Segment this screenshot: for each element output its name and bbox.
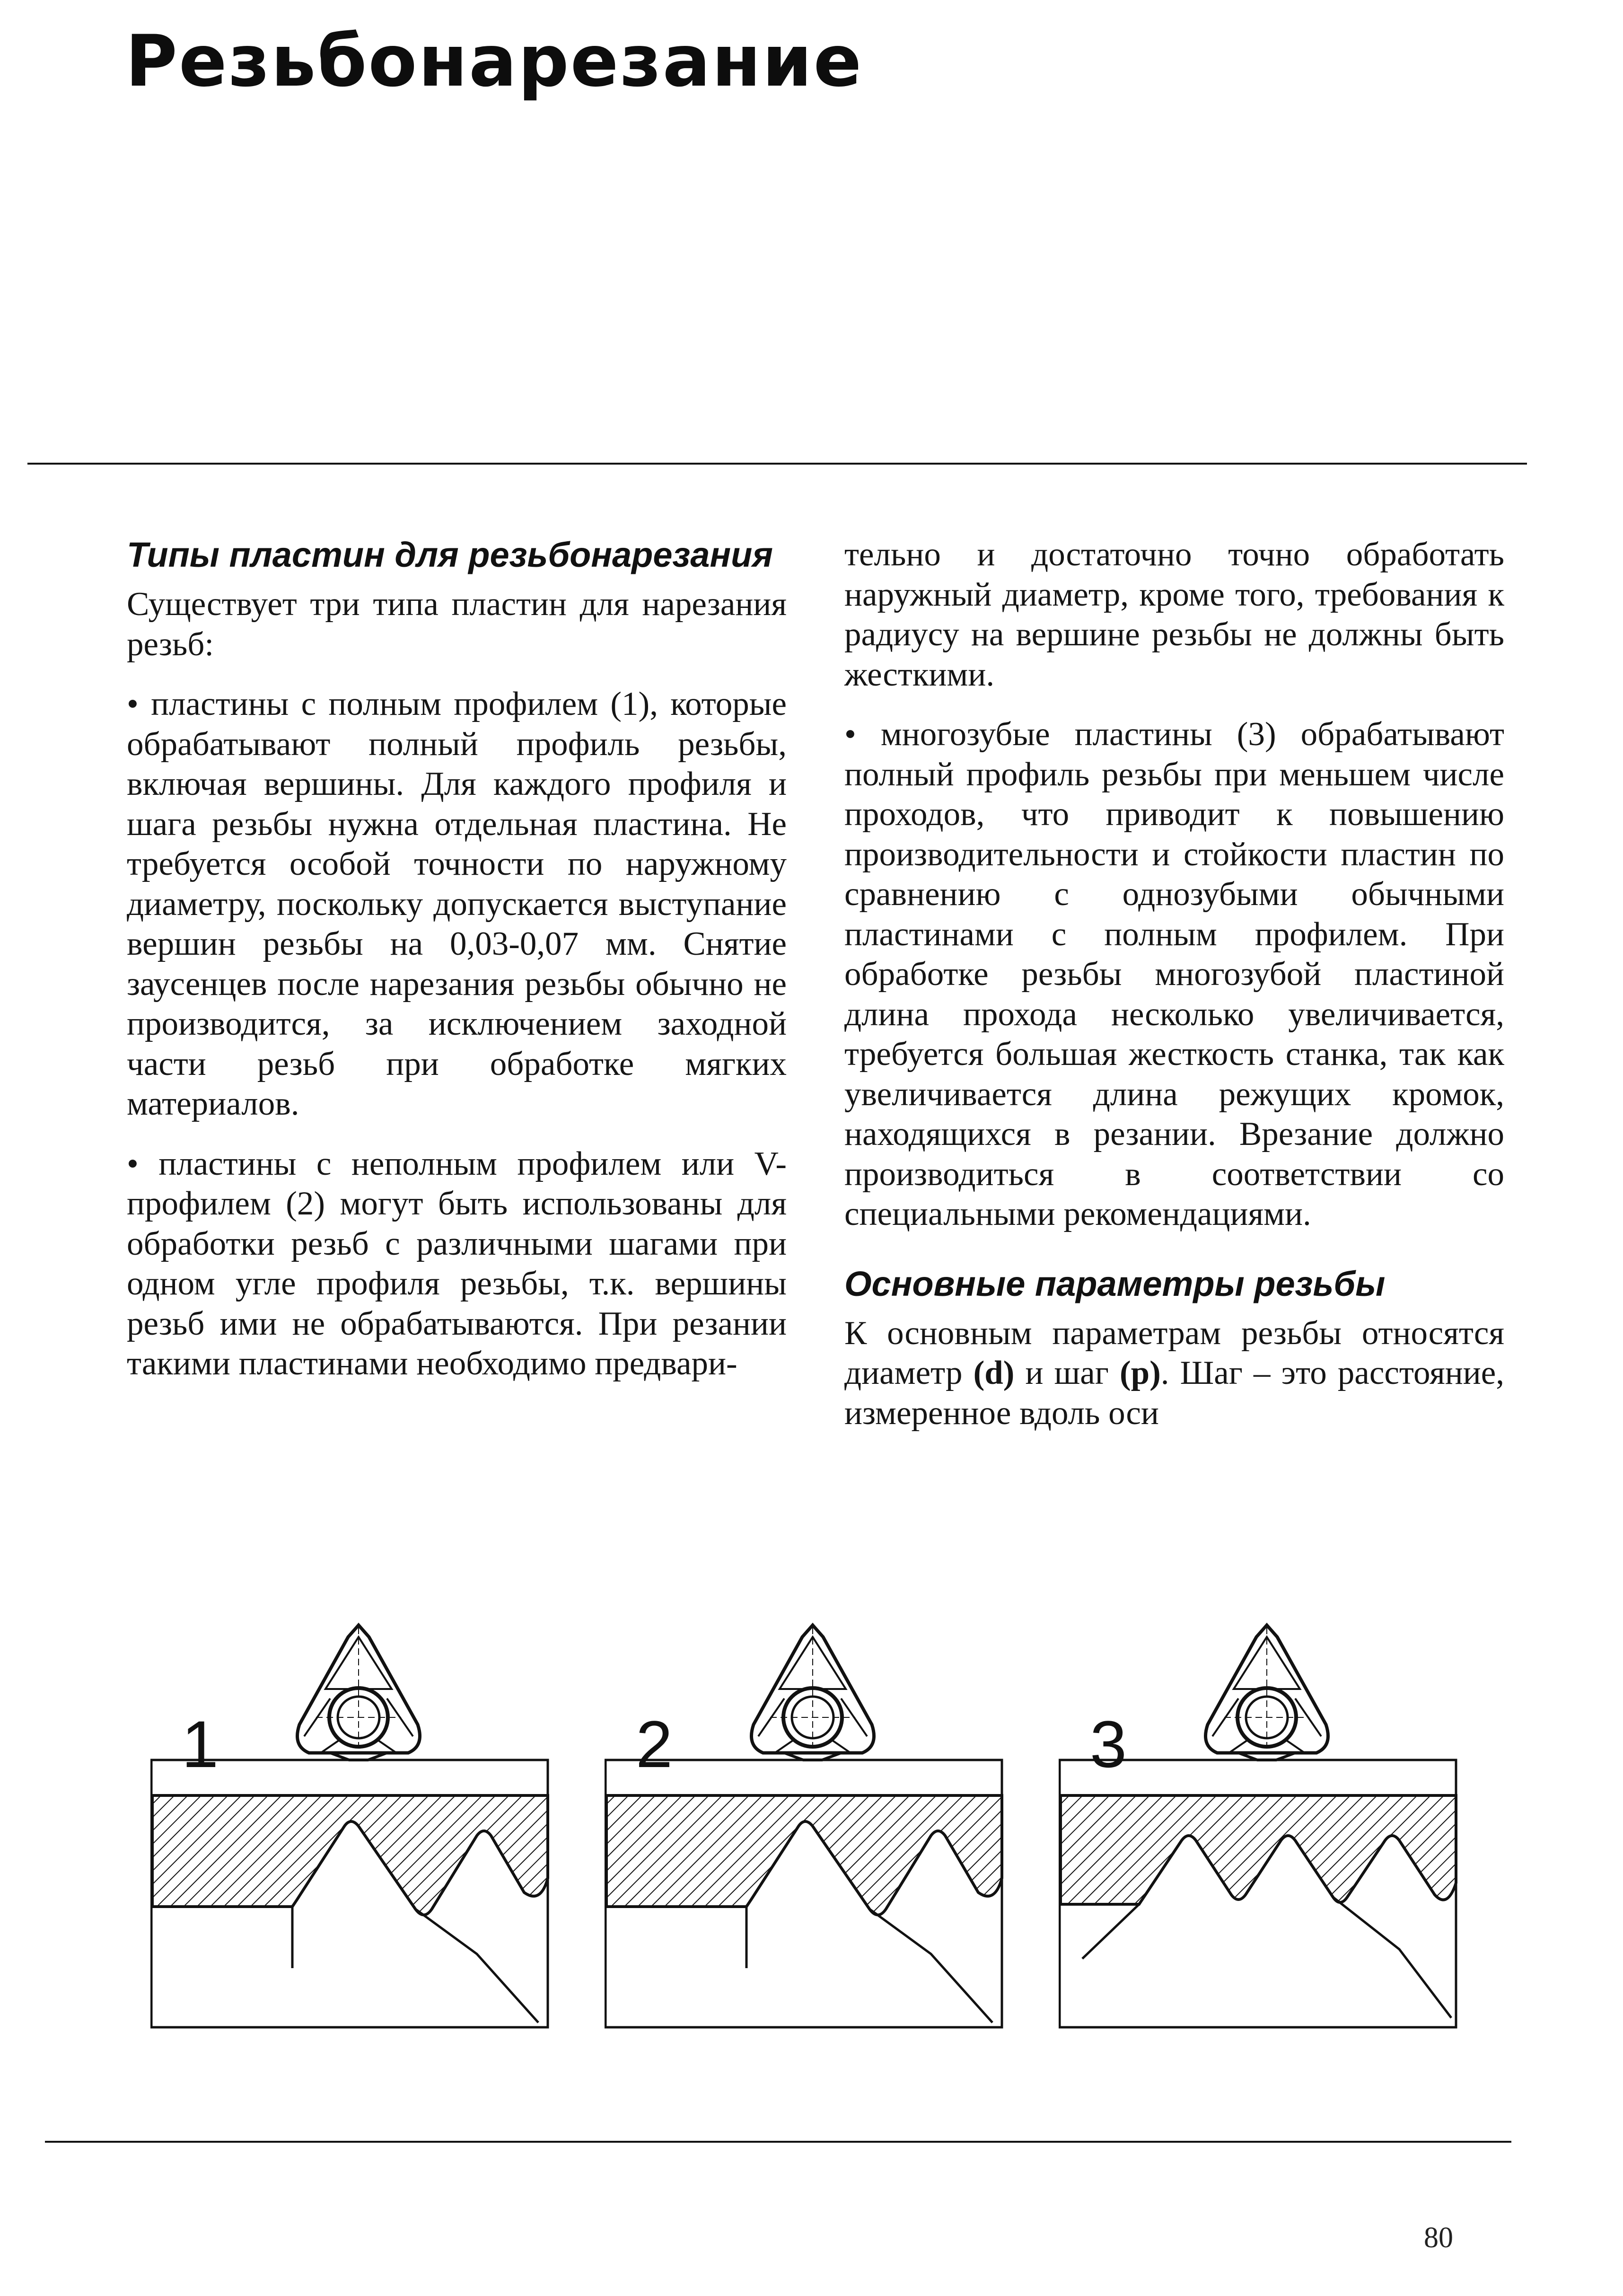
bullet-multi-tooth: • многозубые пластины (3) обрабатывают полный профиль резьбы при меньшем числе проходов, что приводит к повышению производительности и стойкости пластин по сравнению с однозубыми обычными пластинами с полным профилем. При обработке резьбы многозубой пластиной длина прохода несколько увеличивается, требуется большая жесткость станка, так как увеличивается длина режущих кромок, находящихся в резании. Врезание должно производиться в соответствии со специальными рекомендациями. <box>844 716 1504 1232</box>
intro-paragraph: Существует три типа пластин для нарезания резьб: <box>127 586 787 663</box>
threaded-workpiece <box>152 1795 548 1915</box>
right-column <box>844 535 1504 1453</box>
insert-profile-line <box>1333 1897 1451 2018</box>
params-pitch-symbol: (p) <box>1120 1355 1161 1392</box>
insert-profile-line <box>869 1909 992 2023</box>
params-text-2: и шаг <box>1014 1355 1120 1392</box>
insert-profile-line <box>415 1909 538 2023</box>
figure-multi-tooth-insert <box>1059 1618 1475 2030</box>
section-heading-insert-types: Типы пластин для резьбонарезания <box>127 535 773 574</box>
figure-v-profile-insert <box>605 1618 1021 2030</box>
figure-full-profile-insert <box>150 1618 567 2030</box>
thread-figure-svg <box>1059 1618 1475 2030</box>
thread-figure-svg <box>605 1618 1021 2030</box>
top-divider <box>27 463 1527 465</box>
left-column <box>127 535 787 1404</box>
section-heading-thread-parameters: Основные параметры резьбы <box>844 1264 1386 1303</box>
thread-insert <box>298 1625 420 1753</box>
params-text-3: . Шаг – это расстояние, измеренное вдоль оси <box>844 1355 1504 1432</box>
page-number: 80 <box>1424 2222 1453 2254</box>
thread-insert <box>752 1625 874 1753</box>
thread-figure-svg <box>150 1618 567 2030</box>
bullet-partial-profile: • пластины с неполным профилем или V-профилем (2) могут быть использованы для обработки резьб с различными шагами при одном угле профиля резьбы, т.к. вершины резьб ими не обрабатываются. При резании такими пластинами необходимо предвари- <box>127 1145 787 1382</box>
params-diameter-symbol: (d) <box>973 1355 1015 1392</box>
workpiece-step-line <box>1082 1904 1139 1959</box>
threaded-workpiece <box>606 1795 1002 1915</box>
parameters-paragraph <box>844 1313 1504 1434</box>
bottom-divider <box>45 2141 1511 2143</box>
threaded-workpiece <box>1061 1795 1456 1904</box>
bullet-partial-profile-continued: тельно и достаточно точно обработать наружный диаметр, кроме того, требования к радиусу на вершине резьбы не должны быть жесткими. <box>844 536 1504 693</box>
thread-insert <box>1206 1625 1328 1753</box>
page-title: Резьбонарезание <box>125 20 863 103</box>
figure-label: 2 <box>636 1707 673 1781</box>
bullet-full-profile: • пластины с полным профилем (1), которые обрабатывают полный профиль резьбы, включая вершины. Для каждого профиля и шага резьбы нужна отдельная пластина. Не требуется особой точности по наружному диаметру, поскольку допускается выступание вершин резьбы на 0,03-0,07 мм. Снятие заусенцев после нарезания резьбы обычно не производится, за исключением заходной части резьб при обработке мягких материалов. <box>127 686 787 1123</box>
figure-label: 3 <box>1090 1707 1127 1781</box>
figure-label: 1 <box>182 1707 219 1781</box>
thread-insert-figures <box>150 1618 1499 2030</box>
params-text-1: К основным параметрам резьбы относятся диаметр <box>844 1314 1504 1392</box>
